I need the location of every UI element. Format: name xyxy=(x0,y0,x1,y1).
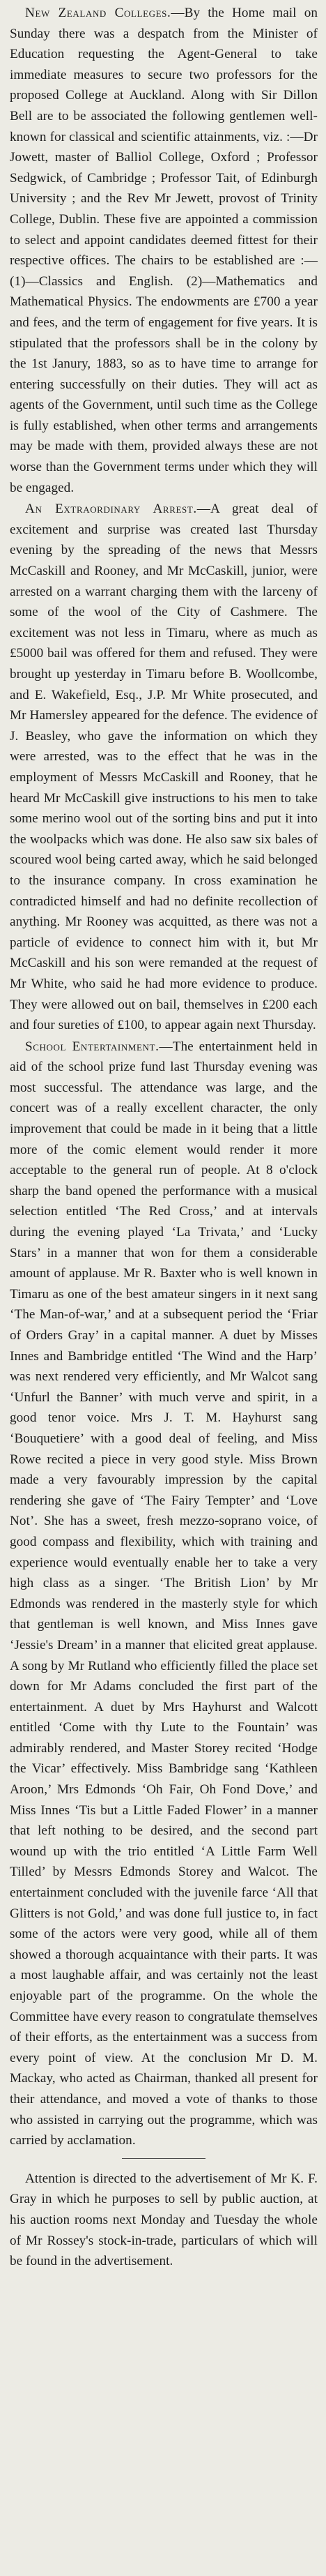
article-headline: New Zealand Colleges. xyxy=(25,6,171,20)
article-headline: An Extraordinary Arrest. xyxy=(25,502,197,517)
article-auction-notice xyxy=(10,2169,318,2272)
article-body: —The entertainment held in aid of the school prize fund last Thursday evening was most successful. The attendance was large, and the concert was of a really excellent character, the only improvement that could be made in it being that a little more of the comic element would render it more acceptable to the general run of people. At 8 o'clock sharp the band opened the performance with a musical selection entitled ‘The Red Cross,’ and at intervals during the evening played ‘La Trivata,’ and ‘Lucky Stars’ in a manner that won for them a considerable amount of applause. Mr R. Baxter who is well known in Timaru as one of the best amateur singers in it next sang ‘The Man-of-war,’ and at a subsequent period the ‘Friar of Orders Gray’ in a capital manner. A duet by Misses Innes and Bambridge entitled ‘The Wind and the Harp’ was next rendered very efficiently, and Mr Walcot sang ‘Unfurl the Banner’ with much verve and spirit, in a good tenor voice. Mrs J. T. M. Hayhurst sang ‘Bouquetiere’ with a good deal of feeling, and Miss Rowe recited a piece in very good style. Miss Brown made a very favourably impression by the capital rendering she gave of ‘The Fairy Tempter’ and ‘Love Not’. She has a sweet, fresh mezzo-soprano voice, of good compass and flexibility, which with training and experience would eventually enable her to take a very high class as a singer. ‘The British Lion’ by Mr Edmonds was rendered in the masterly style for which that gentleman is well known, and Miss Innes gave ‘Jessie's Dream’ in a manner that elicited great applause. A song by Mr Rutland who efficiently filled the place set down for Mr Adams concluded the first part of the entertainment. A duet by Mrs Hayhurst and Walcott entitled ‘Come with thy Lute to the Fountain’ was admirably rendered, and Master Storey recited ‘Hodge the Vicar’ effectively. Miss Bambridge sang ‘Kathleen Aroon,’ Mrs Edmonds ‘Oh Fair, Oh Fond Dove,’ and Miss Innes ‘Tis but a Little Faded Flower’ in a manner that left nothing to be desired, and the second part wound up with the trio entitled ‘A Little Farm Well Tilled’ by Messrs Edmonds Storey and Walcot. The entertainment concluded with the juvenile farce ‘All that Glitters is not Gold,’ and was done full justice to, in fact some of the actors were very good, while all of them showed a thorough acquaintance with their parts. It was a most laughable affair, and was certainly not the least enjoyable part of the programme. On the whole the Committee have every reason to congratulate themselves of their efforts, as the entertainment was a success from every point of view. At the conclusion Mr D. M. Mackay, who acted as Chairman, thanked all present for their attendance, and moved a vote of thanks to those who assisted in carrying out the programme, which was carried by acclamation. xyxy=(10,1039,318,2148)
article-body: —A great deal of excitement and surprise was created last Thursday evening by the spreading of the news that Messrs McCaskill and Rooney, and Mr McCaskill, junior, were arrested on a warrant charging them with the larceny of some of the wool of the City of Cashmere. The excitement was not less in Timaru, where as much as £5000 bail was offered for them and refused. They were brought up yesterday in Timaru before B. Woollcombe, and E. Wakefield, Esq., J.P. Mr White prosecuted, and Mr Hamersley appeared for the defence. The evidence of J. Beasley, who gave the information on which they were arrested, was to the effect that he was in the employment of Messrs McCaskill and Rooney, that he heard Mr McCaskill give instructions to his men to take some merino wool out of the sorting bins and put it into the woolpacks which was done. He also saw six bales of scoured wool being carted away, which he said belonged to the insurance company. In cross examination he contradicted himself and had no definite recollection of anything. Mr Rooney was acquitted, as there was not a particle of evidence to connect him with it, but Mr McCaskill and his son were remanded at the request of Mr White, who said he had more evidence to produce. They were allowed out on bail, themselves in £200 each and four sureties of £100, to appear again next Thursday. xyxy=(10,502,318,1033)
article-headline: School Entertainment. xyxy=(25,1039,160,1054)
article-new-zealand-colleges xyxy=(10,3,318,498)
article-school-entertainment xyxy=(10,1037,318,2151)
article-body: Attention is directed to the advertisement of Mr K. F. Gray in which he purposes to sell by public auction, at his auction rooms next Monday and Tuesday the whole of Mr Rossey's stock-in-trade, particulars of which will be found in the advertisement. xyxy=(10,2171,318,2269)
article-extraordinary-arrest xyxy=(10,499,318,1035)
article-body: —By the Home mail on Sunday there was a despatch from the Minister of Education requesting the Agent-General to take immediate measures to secure two professors for the proposed College at Auckland. Along with Sir Dillon Bell are to be associated the following gentlemen well-known for classical and scientific attainments, viz. :—Dr Jowett, master of Balliol College, Oxford ; Professor Sedgwick, of Cambridge ; Professor Tait, of Edinburgh University ; and the Rev Mr Jewett, provost of Trinity College, Dublin. These five are appointed a commission to select and appoint candidates deemed fittest for their respective offices. The chairs to be established are :— (1)—Classics and English. (2)—Mathematics and Mathematical Physics. The endowments are £700 a year and fees, and the term of engagement for five years. It is stipulated that the professors shall be in the colony by the 1st Janury, 1883, so as to have time to arrange for entering successfully on their duties. They will act as agents of the Government, until such time as the College is fully established, when other terms and arrangements may be made with them, provided always these are not worse than the Government terms under which they will be engaged. xyxy=(10,6,318,495)
section-divider xyxy=(122,2158,205,2159)
